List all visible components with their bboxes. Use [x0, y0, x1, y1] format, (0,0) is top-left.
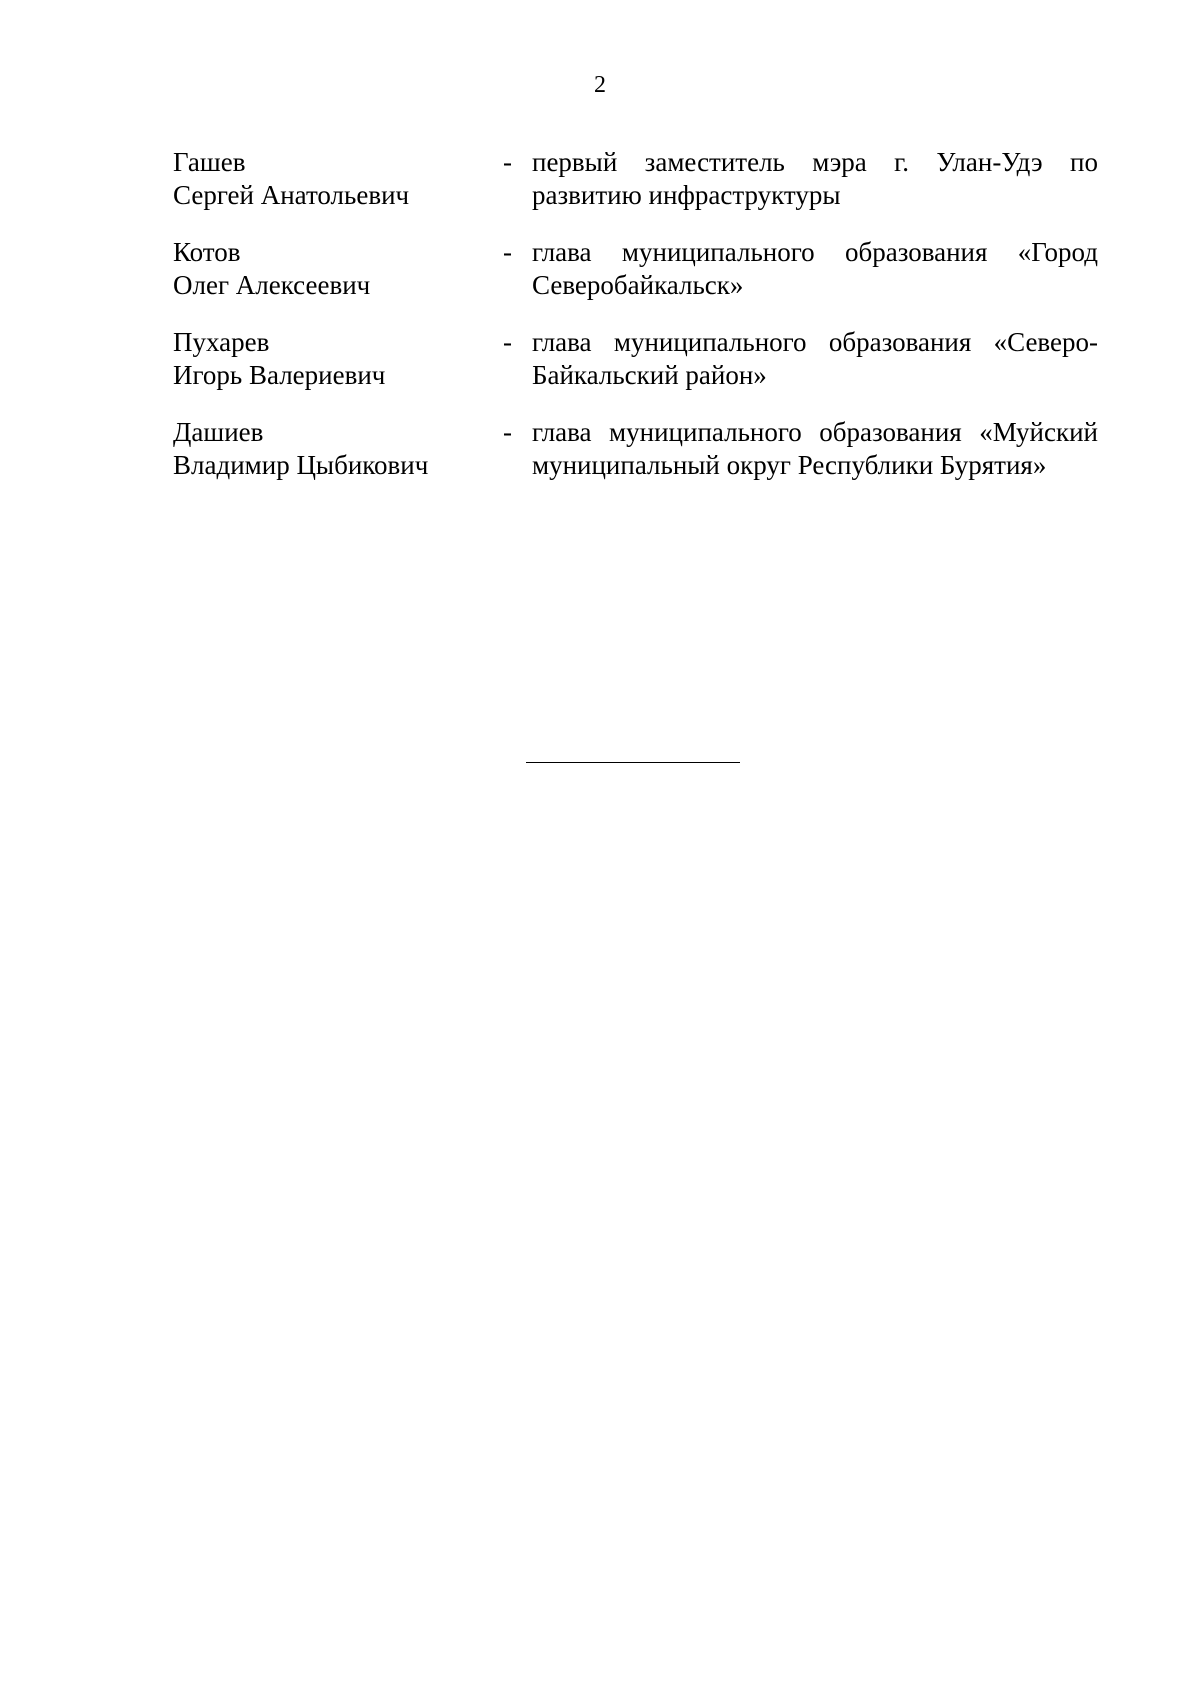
- member-position: глава муниципального образования «Муйский муниципальный округ Республики Бурятия»: [532, 417, 1098, 480]
- member-name: [173, 326, 493, 392]
- member-name: [173, 236, 493, 302]
- member-surname: Гашев: [173, 147, 246, 177]
- member-entry: [173, 236, 1098, 326]
- separator-dash: -: [503, 327, 512, 357]
- member-surname: Дашиев: [173, 417, 264, 447]
- member-position: глава муниципального образования «Город Северобайкальск»: [532, 237, 1098, 300]
- member-surname: Котов: [173, 237, 241, 267]
- member-given-names: Игорь Валериевич: [173, 360, 386, 390]
- end-of-list-rule: [526, 762, 740, 763]
- member-entry: [173, 326, 1098, 416]
- member-name: [173, 146, 493, 212]
- separator-dash: -: [503, 147, 512, 177]
- member-position: первый заместитель мэра г. Улан-Удэ по развитию инфраструктуры: [532, 147, 1098, 210]
- page-number: 2: [594, 72, 606, 98]
- member-given-names: Владимир Цыбикович: [173, 450, 429, 480]
- member-given-names: Сергей Анатольевич: [173, 180, 410, 210]
- member-position: глава муниципального образования «Северо-Байкальский район»: [532, 327, 1098, 390]
- members-list: [173, 146, 1098, 506]
- member-name: [173, 416, 493, 482]
- separator-dash: -: [503, 417, 512, 447]
- member-surname: Пухарев: [173, 327, 270, 357]
- separator-dash: -: [503, 237, 512, 267]
- member-entry: [173, 146, 1098, 236]
- member-given-names: Олег Алексеевич: [173, 270, 371, 300]
- member-entry: [173, 416, 1098, 506]
